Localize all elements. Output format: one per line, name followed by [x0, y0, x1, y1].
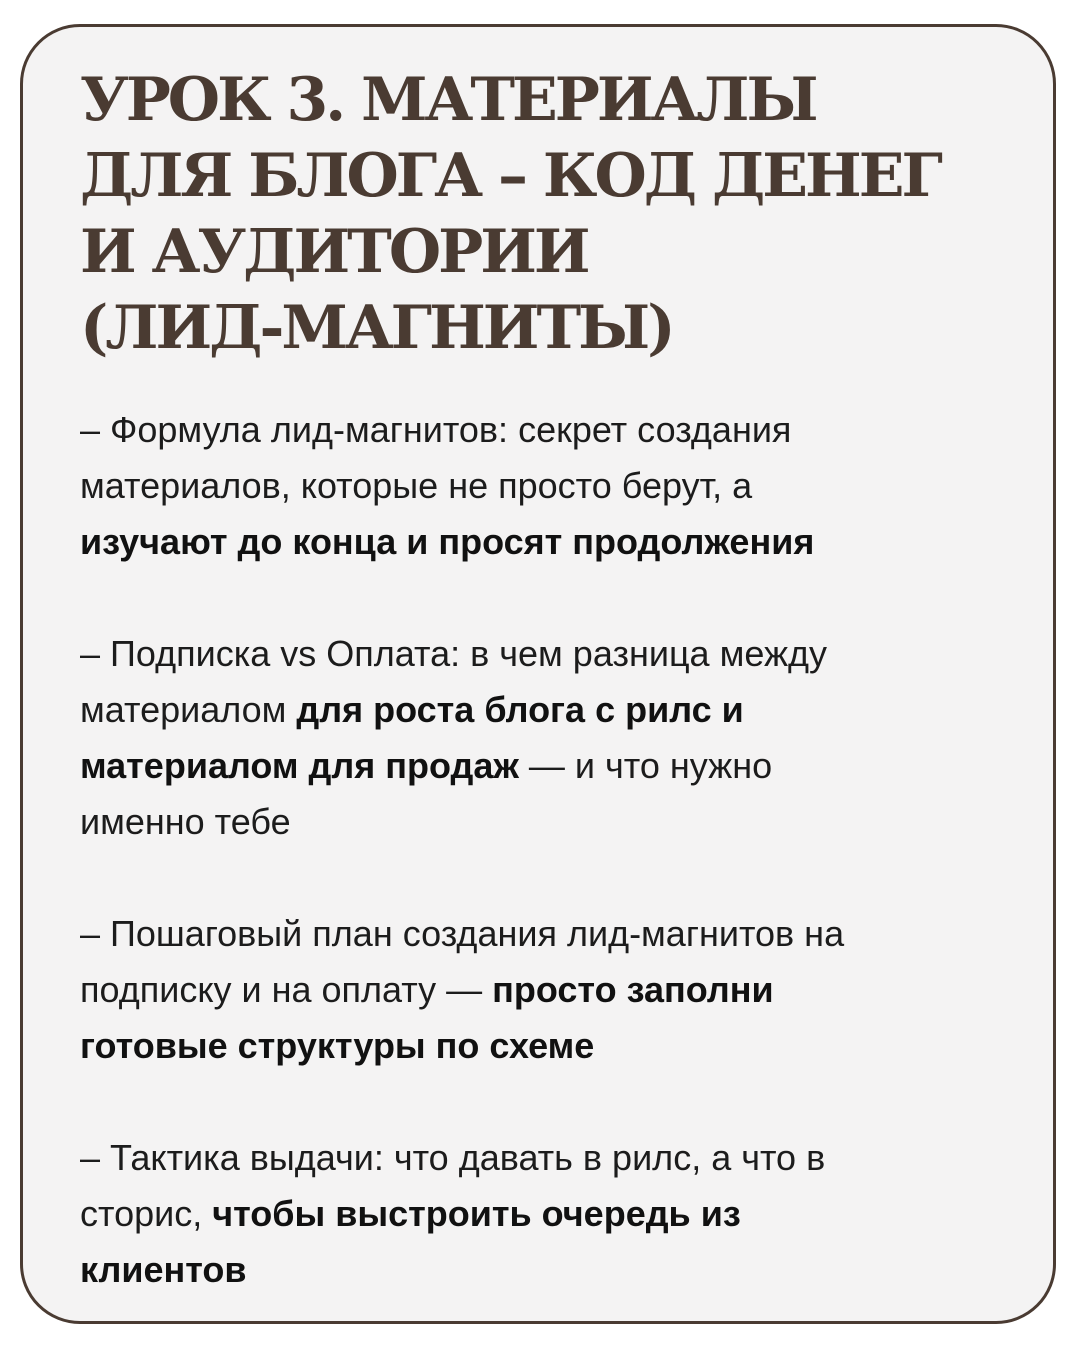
- topic-item: [80, 626, 1020, 850]
- topic-line: [80, 1130, 1020, 1186]
- text-segment: материалов, которые не просто берут, а: [80, 465, 753, 506]
- title-line-4: (ЛИД-МАГНИТЫ): [80, 293, 673, 363]
- text-segment: – Подписка vs Оплата: в чем разница между: [80, 633, 828, 674]
- topic-item: [80, 402, 1020, 570]
- topic-line: [80, 458, 1020, 514]
- bold-text-segment: просто заполни: [492, 969, 774, 1010]
- topic-line: [80, 1242, 1020, 1298]
- text-segment: подписку и на оплату —: [80, 969, 493, 1010]
- topic-line: [80, 1186, 1020, 1242]
- text-segment: – Пошаговый план создания лид-магнитов на: [80, 913, 845, 954]
- topic-line: [80, 402, 1020, 458]
- bold-text-segment: готовые структуры по схеме: [80, 1025, 595, 1066]
- lesson-topics-list: [80, 402, 1020, 1354]
- topic-line: [80, 738, 1020, 794]
- lesson-title: [80, 62, 1010, 366]
- bold-text-segment: изучают до конца и просят продолжения: [80, 521, 815, 562]
- text-segment: материалом: [80, 689, 297, 730]
- text-segment: именно тебе: [80, 801, 291, 842]
- text-segment: – Формула лид-магнитов: секрет создания: [80, 409, 792, 450]
- topic-line: [80, 514, 1020, 570]
- text-segment: — и что нужно: [518, 745, 773, 786]
- topic-line: [80, 794, 1020, 850]
- topic-item: [80, 906, 1020, 1074]
- topic-line: [80, 906, 1020, 962]
- topic-line: [80, 682, 1020, 738]
- title-line-3: И АУДИТОРИИ: [80, 217, 588, 287]
- bold-text-segment: чтобы выстроить очередь из: [212, 1193, 741, 1234]
- bold-text-segment: для роста блога с рилс и: [296, 689, 744, 730]
- title-line-2: ДЛЯ БЛОГА – КОД ДЕНЕГ: [80, 141, 940, 211]
- topic-line: [80, 962, 1020, 1018]
- title-line-1: УРОК 3. МАТЕРИАЛЫ: [80, 65, 816, 135]
- topic-item: [80, 1130, 1020, 1298]
- text-segment: – Тактика выдачи: что давать в рилс, а что в: [80, 1137, 826, 1178]
- bold-text-segment: материалом для продаж: [80, 745, 519, 786]
- bold-text-segment: клиентов: [80, 1249, 247, 1290]
- text-segment: сторис,: [80, 1193, 213, 1234]
- topic-line: [80, 626, 1020, 682]
- topic-line: [80, 1018, 1020, 1074]
